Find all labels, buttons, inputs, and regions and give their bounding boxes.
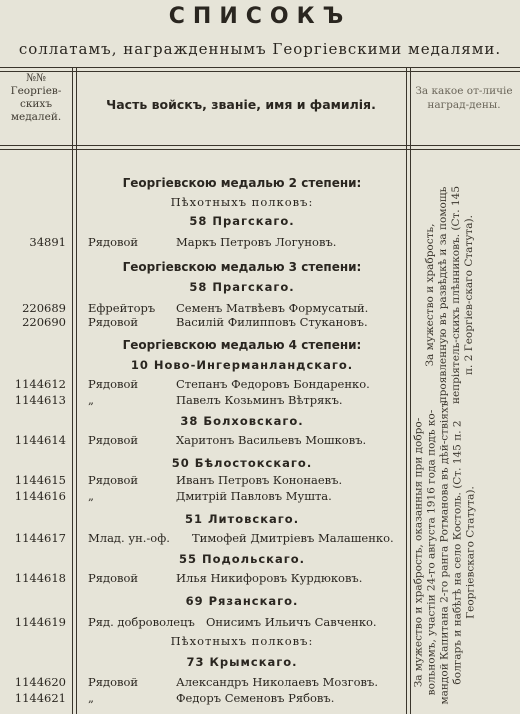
medal-degree-heading: Георгіевскою медалью 3 степени: <box>122 260 362 274</box>
infantry-heading: Пѣхотныхъ полковъ: <box>170 195 314 209</box>
list-item <box>0 690 406 706</box>
regiment-heading: 55 Подольскаго. <box>178 552 306 566</box>
medal-number: 220690 <box>22 315 66 329</box>
soldier-name: Александръ Николаевъ Мозговъ. <box>176 675 378 689</box>
soldier-name: Павелъ Козьминъ Вѣтрякъ. <box>176 393 343 407</box>
rank: Рядовой <box>88 571 139 585</box>
medal-number: 1144613 <box>14 393 66 407</box>
regiment-heading: 73 Крымскаго. <box>186 655 298 669</box>
medal-number: 1144612 <box>14 377 66 391</box>
regiment-heading: 69 Рязанскаго. <box>185 594 299 608</box>
regiment-heading: 50 Бѣлостокскаго. <box>171 456 313 470</box>
list-item <box>0 432 406 448</box>
list-item <box>0 530 406 546</box>
rank: Рядовой <box>88 473 139 487</box>
table-top-rule-inner <box>0 71 520 72</box>
list-item <box>0 314 406 330</box>
regiment-heading: 58 Прагскаго. <box>189 214 295 228</box>
medal-number: 1144621 <box>14 691 66 705</box>
table-top-rule <box>0 67 520 68</box>
list-item <box>0 234 406 250</box>
medal-number: 1144615 <box>14 473 66 487</box>
rank: „ <box>88 489 94 503</box>
list-item <box>0 614 406 630</box>
reason-second-block: За мужество и храбрость, оказанныя при добро-вольномъ, участіи 24-го августа 1916 года подъ ко-мандой Капитана 2-го ранга Ротманова въ дѣй-ствіяхъ болгаръ и набѣгѣ на село Костоль. (Ст. 145 п. 2 Георгіевскаго Статута). <box>412 400 477 705</box>
list-item <box>0 570 406 586</box>
medal-degree-heading: Георгіевскою медалью 4 степени: <box>122 338 362 352</box>
reason-first-block: За мужество и храбрость, проявленную въ развѣдкѣ и за помощь непріятель-скихъ плѣнниковъ. (Ст. 145 п. 2 Георгіев-скаго Статута). <box>424 185 475 405</box>
list-item <box>0 674 406 690</box>
page-title: СПИСОКЪ <box>168 4 352 29</box>
rank: Ефрейторъ <box>88 301 156 315</box>
regiment-heading: 10 Ново-Ингерманландскаго. <box>130 358 354 372</box>
rank: Рядовой <box>88 315 139 329</box>
rank: Рядовой <box>88 235 139 249</box>
rank: Рядовой <box>88 675 139 689</box>
infantry-heading: Пѣхотныхъ полковъ: <box>170 634 314 648</box>
regiment-heading: 51 Литовскаго. <box>184 512 300 526</box>
medal-degree-heading: Георгіевскою медалью 2 степени: <box>122 176 362 190</box>
medal-number: 1144620 <box>14 675 66 689</box>
medal-number: 1144619 <box>14 615 66 629</box>
soldier-name: Семенъ Матвѣевъ Формусатый. <box>176 301 369 315</box>
list-item <box>0 488 406 504</box>
list-item <box>0 472 406 488</box>
rank: Млад. ун.-оф. <box>88 531 170 545</box>
soldier-name: Онисимъ Ильичъ Савченко. <box>206 615 377 629</box>
header-bottom-rule-inner <box>0 149 520 150</box>
soldier-name: Дмитрій Павловъ Мушта. <box>176 489 332 503</box>
header-bottom-rule <box>0 145 520 146</box>
medal-number: 220689 <box>22 301 66 315</box>
header-unit-rank-name: Часть войскъ, званіе, имя и фамилія. <box>106 97 376 112</box>
soldier-name: Тимофей Дмитріевъ Малашенко. <box>192 531 394 545</box>
soldier-name: Илья Никифоровъ Курдюковъ. <box>176 571 363 585</box>
soldier-name: Василій Филипповъ Стукановъ. <box>176 315 368 329</box>
page-subtitle: соллатамъ, награжденнымъ Георгіевскими медалями. <box>18 40 502 58</box>
header-reason: За какое от-личіе наград-дены. <box>415 85 513 111</box>
soldier-name: Степанъ Федоровъ Бондаренко. <box>176 377 370 391</box>
soldier-name: Харитонъ Васильевъ Мошковъ. <box>176 433 367 447</box>
soldier-name: Федоръ Семеновъ Рябовъ. <box>176 691 335 705</box>
list-item <box>0 392 406 408</box>
medal-number: 1144617 <box>14 531 66 545</box>
column-divider-2 <box>406 68 407 714</box>
medal-number: 1144616 <box>14 489 66 503</box>
medal-number: 34891 <box>29 235 66 249</box>
regiment-heading: 58 Прагскаго. <box>189 280 295 294</box>
medal-number: 1144614 <box>14 433 66 447</box>
soldier-name: Маркъ Петровъ Логуновъ. <box>176 235 337 249</box>
regiment-heading: 38 Болховскаго. <box>180 414 304 428</box>
rank: „ <box>88 691 94 705</box>
soldier-name: Иванъ Петровъ Кононаевъ. <box>176 473 343 487</box>
list-item <box>0 376 406 392</box>
rank: „ <box>88 393 94 407</box>
column-divider-2b <box>410 68 411 714</box>
rank: Рядовой <box>88 433 139 447</box>
medal-number: 1144618 <box>14 571 66 585</box>
rank: Ряд. доброволецъ <box>88 615 195 629</box>
header-medal-number: №№ Георгіев-скихъ медалей. <box>10 72 62 123</box>
rank: Рядовой <box>88 377 139 391</box>
